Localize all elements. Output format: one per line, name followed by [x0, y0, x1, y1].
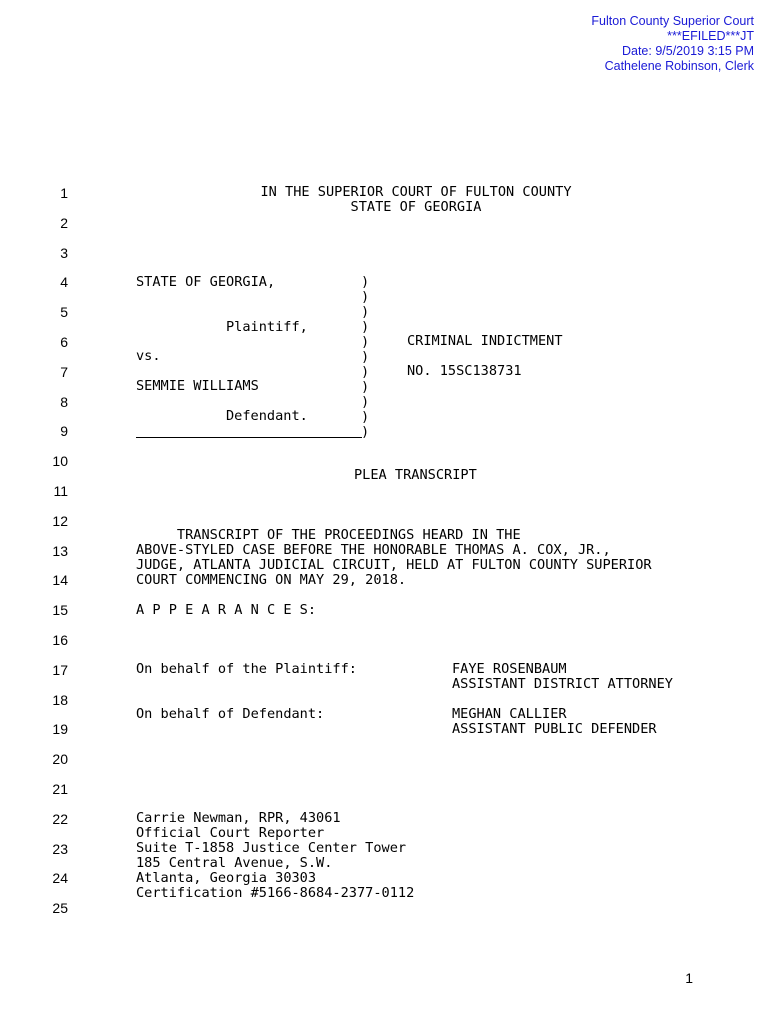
line-number: 13 — [52, 543, 68, 559]
plaintiff-counsel-label: On behalf of the Plaintiff: — [136, 661, 357, 677]
line-number: 17 — [52, 662, 68, 678]
caption-paren: ) — [361, 379, 370, 395]
stamp-date: Date: 9/5/2019 3:15 PM — [621, 44, 754, 58]
reporter-certification: Certification #5166-8684-2377-0112 — [136, 885, 415, 901]
line-number: 2 — [60, 215, 68, 231]
caption-paren: ) — [361, 289, 370, 305]
line-number: 1 — [60, 185, 68, 201]
defendant-attorney-title: ASSISTANT PUBLIC DEFENDER — [452, 721, 657, 737]
caption-paren: ) — [361, 409, 370, 425]
line-number: 7 — [60, 364, 68, 380]
line-number: 19 — [52, 721, 68, 737]
reporter-street: 185 Central Avenue, S.W. — [136, 855, 333, 871]
caption-underline — [136, 437, 362, 438]
line-number: 8 — [60, 394, 68, 410]
document-title: PLEA TRANSCRIPT — [354, 467, 477, 483]
reporter-city: Atlanta, Georgia 30303 — [136, 870, 317, 886]
intro-line-3: JUDGE, ATLANTA JUDICIAL CIRCUIT, HELD AT FULTON COUNTY SUPERIOR — [136, 557, 652, 573]
line-number: 25 — [52, 900, 68, 916]
caption-paren: ) — [361, 274, 370, 290]
case-number: NO. 15SC138731 — [407, 363, 522, 379]
intro-line-1: TRANSCRIPT OF THE PROCEEDINGS HEARD IN THE — [136, 527, 521, 543]
intro-line-4: COURT COMMENCING ON MAY 29, 2018. — [136, 572, 407, 588]
caption-paren: ) — [361, 334, 370, 350]
line-number: 11 — [53, 483, 68, 499]
defendant-attorney: MEGHAN CALLIER — [452, 706, 567, 722]
reporter-name: Carrie Newman, RPR, 43061 — [136, 810, 341, 826]
line-number: 14 — [52, 572, 68, 588]
plaintiff-name: STATE OF GEORGIA, — [136, 274, 276, 290]
reporter-suite: Suite T-1858 Justice Center Tower — [136, 840, 407, 856]
defendant-name: SEMMIE WILLIAMS — [136, 378, 259, 394]
intro-line-2: ABOVE-STYLED CASE BEFORE THE HONORABLE THOMAS A. COX, JR., — [136, 542, 611, 558]
stamp-court: Fulton County Superior Court — [591, 14, 754, 28]
line-number: 21 — [52, 781, 68, 797]
defendant-role: Defendant. — [226, 408, 308, 424]
line-number: 22 — [52, 811, 68, 827]
line-number: 5 — [60, 304, 68, 320]
state-heading: STATE OF GEORGIA — [350, 199, 482, 215]
line-numbers-column — [0, 0, 80, 1024]
caption-paren: ) — [361, 364, 370, 380]
line-number: 4 — [60, 274, 68, 290]
caption-paren: ) — [361, 349, 370, 365]
line-number: 6 — [60, 334, 68, 350]
versus-label: vs. — [136, 348, 161, 364]
caption-paren: ) — [361, 394, 370, 410]
plaintiff-attorney: FAYE ROSENBAUM — [452, 661, 567, 677]
caption-paren: ) — [361, 424, 370, 440]
line-number: 16 — [52, 632, 68, 648]
reporter-title: Official Court Reporter — [136, 825, 325, 841]
plaintiff-role: Plaintiff, — [226, 319, 308, 335]
efiling-stamp — [591, 14, 754, 74]
line-number: 20 — [52, 751, 68, 767]
defendant-counsel-label: On behalf of Defendant: — [136, 706, 325, 722]
page-number: 1 — [685, 970, 693, 986]
caption-paren: ) — [361, 319, 370, 335]
line-number: 23 — [52, 841, 68, 857]
caption-paren: ) — [361, 304, 370, 320]
court-heading: IN THE SUPERIOR COURT OF FULTON COUNTY — [260, 184, 572, 200]
line-number: 12 — [52, 513, 68, 529]
plaintiff-attorney-title: ASSISTANT DISTRICT ATTORNEY — [452, 676, 673, 692]
line-number: 10 — [52, 453, 68, 469]
appearances-heading: A P P E A R A N C E S: — [136, 602, 317, 618]
line-number: 3 — [60, 245, 68, 261]
stamp-efiled: ***EFILED***JT — [667, 29, 754, 43]
line-number: 24 — [52, 870, 68, 886]
line-number: 15 — [52, 602, 68, 618]
line-number: 18 — [52, 692, 68, 708]
line-number: 9 — [60, 423, 68, 439]
case-type: CRIMINAL INDICTMENT — [407, 333, 563, 349]
stamp-clerk: Cathelene Robinson, Clerk — [604, 59, 754, 73]
